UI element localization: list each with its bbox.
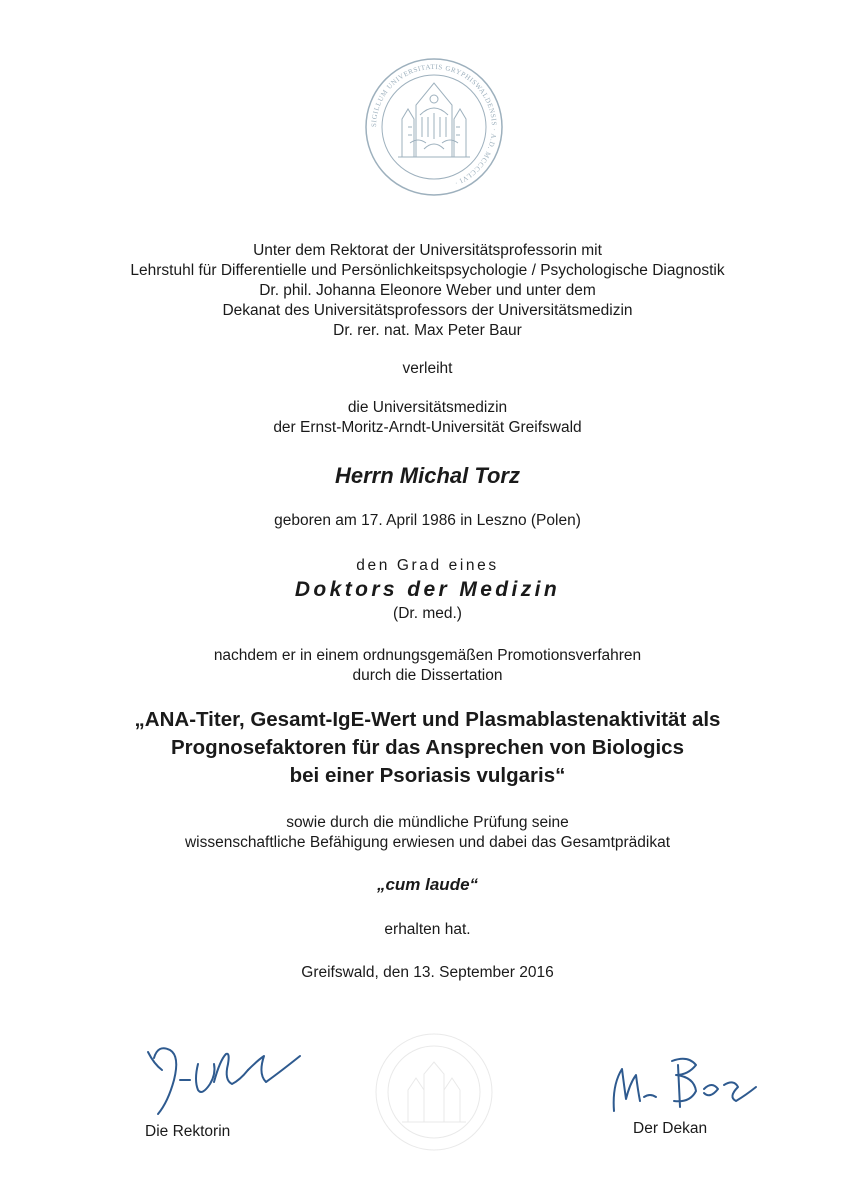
thesis-line-1: „ANA-Titer, Gesamt-IgE-Wert und Plasmablastenaktivität als: [134, 708, 721, 731]
dean-label: Der Dekan: [633, 1120, 708, 1137]
dean-signature: [600, 1045, 770, 1125]
header-line-4: Dekanat des Universitätsprofessors der Universitätsmedizin: [222, 302, 633, 319]
header-line-2: Lehrstuhl für Differentielle und Persönlichkeitspsychologie / Psychologische Diagnostik: [130, 262, 725, 279]
recipient-name: Herrn Michal Torz: [335, 463, 520, 488]
rector-label: Die Rektorin: [145, 1123, 231, 1140]
institution-line-1: die Universitätsmedizin: [347, 399, 508, 416]
procedure-line-2: durch die Dissertation: [352, 667, 503, 684]
rector-signature: [140, 1030, 310, 1120]
overall-grade: „cum laude“: [376, 875, 479, 894]
procedure-line-1: nachdem er in einem ordnungsgemäßen Promotionsverfahren: [213, 647, 642, 664]
place-and-date: Greifswald, den 13. September 2016: [301, 964, 554, 981]
university-seal: [364, 57, 504, 197]
degree-abbreviation: (Dr. med.): [393, 605, 462, 622]
degree-title: Doktors der Medizin: [294, 578, 561, 601]
exam-line-2: wissenschaftliche Befähigung erwiesen und dabei das Gesamtprädikat: [184, 834, 671, 851]
verb-text: verleiht: [402, 360, 453, 377]
embossed-stamp: [372, 1030, 496, 1154]
header-line-3: Dr. phil. Johanna Eleonore Weber und unter dem: [259, 282, 596, 299]
degree-intro: den Grad eines: [356, 557, 499, 574]
birth-info: geboren am 17. April 1986 in Leszno (Polen): [274, 512, 581, 529]
header-line-5: Dr. rer. nat. Max Peter Baur: [333, 322, 522, 339]
thesis-line-3: bei einer Psoriasis vulgaris“: [289, 764, 566, 787]
institution-line-2: der Ernst-Moritz-Arndt-Universität Greifswald: [273, 419, 582, 436]
exam-line-1: sowie durch die mündliche Prüfung seine: [286, 814, 569, 831]
thesis-line-2: Prognosefaktoren für das Ansprechen von Biologics: [171, 736, 684, 759]
header-line-1: Unter dem Rektorat der Universitätsprofessorin mit: [253, 242, 602, 259]
closing-text: erhalten hat.: [384, 921, 471, 938]
seal-ring-text: SIGILLUM UNIVERSITATIS GRYPHISWALDENSIS · A.D. MCCCCLVI ·: [369, 62, 499, 188]
